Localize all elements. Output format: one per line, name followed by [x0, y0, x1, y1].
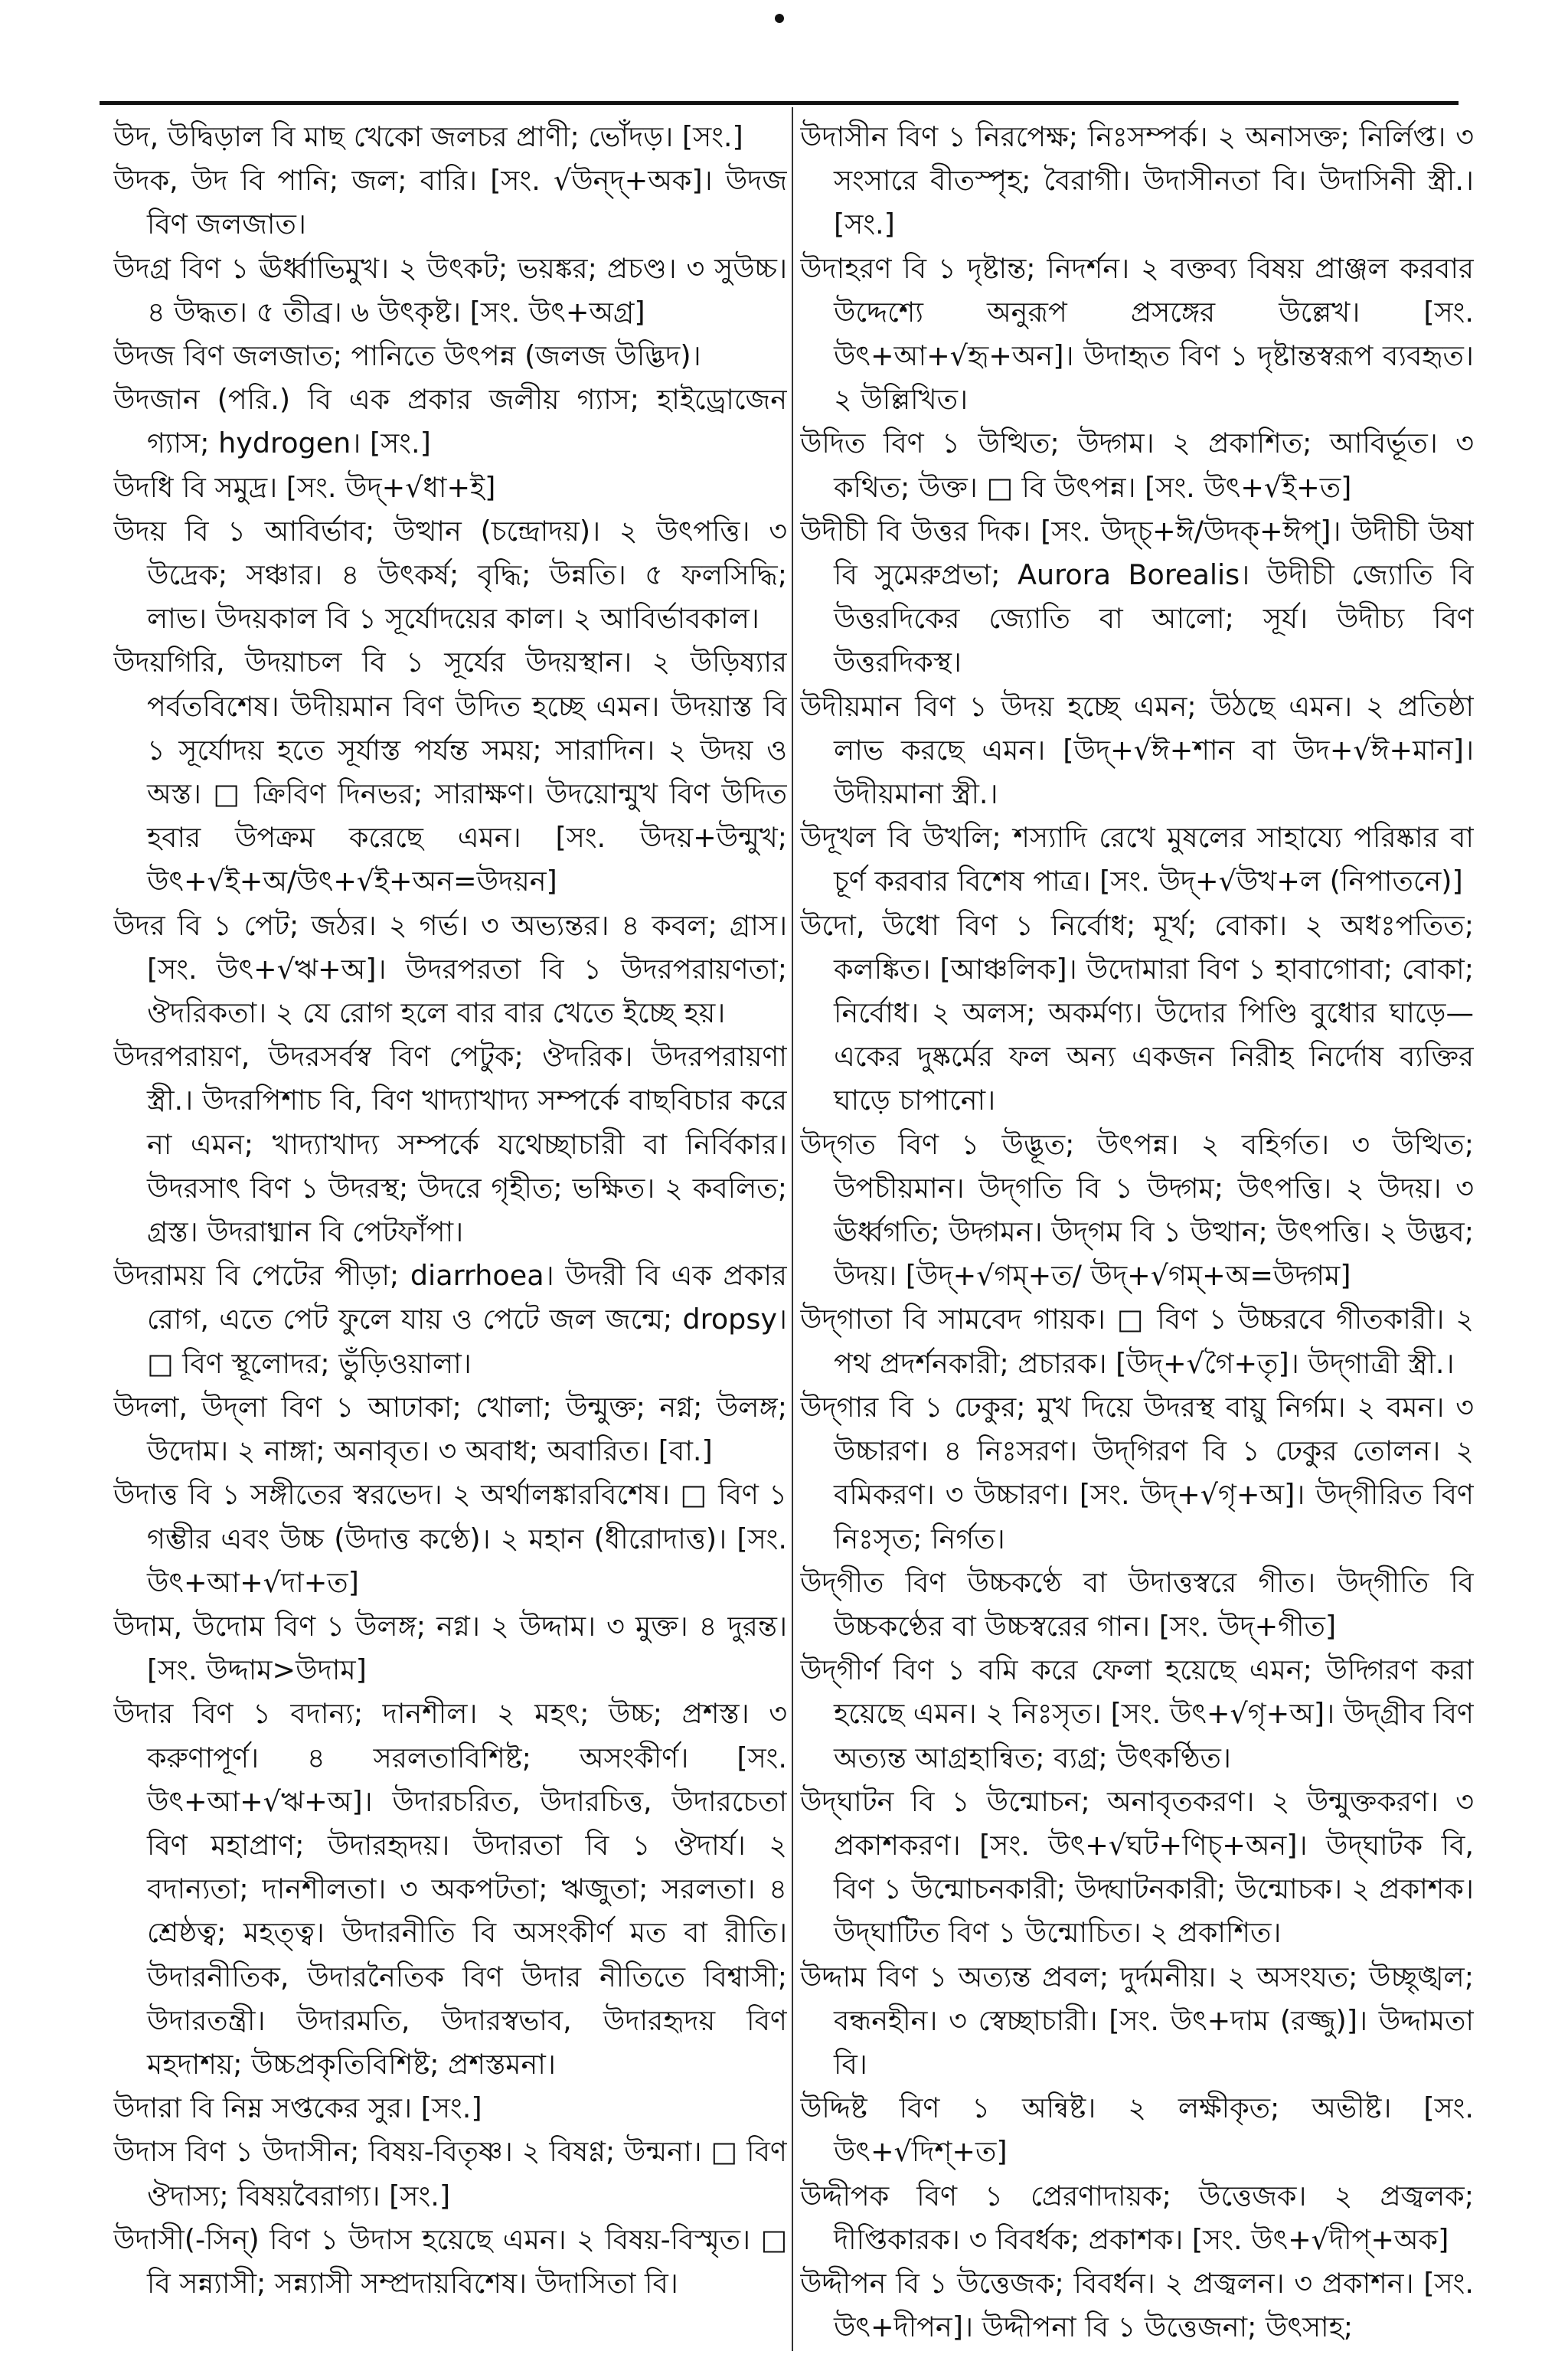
page-mark-dot	[775, 14, 784, 23]
dictionary-entry: উদাসীন বিণ ১ নিরপেক্ষ; নিঃসম্পর্ক। ২ অনাসক্ত; নির্লিপ্ত। ৩ সংসারে বীতস্পৃহ; বৈরাগী। উদাসীনতা বি। উদাসিনী স্ত্রী.। [সং.]	[800, 120, 1474, 241]
dictionary-entry: উদীয়মান বিণ ১ উদয় হচ্ছে এমন; উঠছে এমন। ২ প্রতিষ্ঠা লাভ করছে এমন। [উদ্+√ঈ+শান বা উদ+√ঈ+মান]। উদীয়মানা স্ত্রী.।	[800, 689, 1474, 811]
dictionary-entry: উদ্দিষ্ট বিণ ১ অন্বিষ্ট। ২ লক্ষীকৃত; অভীষ্ট। [সং. উৎ+√দিশ্+ত]	[800, 2091, 1474, 2169]
dictionary-entry: উদারা বি নিম্ন সপ্তকের সুর। [সং.]	[113, 2091, 482, 2125]
dictionary-entry: উদার বিণ ১ বদান্য; দানশীল। ২ মহৎ; উচ্চ; প্রশস্ত। ৩ করুণাপূর্ণ। ৪ সরলতাবিশিষ্ট; অসংকীর্ণ। [সং. উৎ+আ+√ঋ+অ]। উদারচরিত, উদারচিত্ত, উদারচেতা বিণ মহাপ্রাণ; উদারহৃদয়। উদারতা বি ১ ঔদার্য। ২ বদান্যতা; দানশীলতা। ৩ অকপটতা; ঋজুতা; সরলতা। ৪ শ্রেষ্ঠত্ব; মহত্ত্ব। উদারনীতি বি অসংকীর্ণ মত বা রীতি। উদারনীতিক, উদারনৈতিক বিণ উদার নীতিতে বিশ্বাসী; উদারতন্ত্রী। উদারমতি, উদারস্বভাব, উদারহৃদয় বিণ মহদাশয়; উচ্চপ্রকৃতিবিশিষ্ট; প্রশস্তমনা।	[113, 1697, 787, 2081]
right-column	[800, 115, 1474, 2351]
header-rule	[100, 101, 1459, 105]
dictionary-entry: উদ্‌গাতা বি সামবেদ গায়ক। □ বিণ ১ উচ্চরবে গীতকারী। ২ পথ প্রদর্শনকারী; প্রচারক। [উদ্+√গৈ+তৃ]। উদ্‌গাত্রী স্ত্রী.।	[800, 1303, 1474, 1380]
dictionary-entry: উদাস বিণ ১ উদাসীন; বিষয়-বিতৃষ্ণ। ২ বিষণ্ণ; উন্মনা। □ বিণ ঔদাস্য; বিষয়বৈরাগ্য। [সং.]	[113, 2135, 787, 2212]
dictionary-entry: উদজ বিণ জলজাত; পানিতে উৎপন্ন (জলজ উদ্ভিদ)।	[113, 339, 701, 373]
dictionary-entry: উদ, উদ্বিড়াল বি মাছ খেকো জলচর প্রাণী; ভোঁদড়। [সং.]	[113, 120, 743, 153]
dictionary-entry: উদূখল বি উখলি; শস্যাদি রেখে মুষলের সাহায্যে পরিষ্কার বা চূর্ণ করবার বিশেষ পাত্র। [সং. উদ্+√উখ+ল (নিপাতনে)]	[800, 821, 1474, 898]
dictionary-entry: উদাম, উদোম বিণ ১ উলঙ্গ; নগ্ন। ২ উদ্দাম। ৩ মুক্ত। ৪ দুরন্ত। [সং. উদ্দাম>উদাম]	[113, 1609, 787, 1687]
dictionary-entry: উদ্‌গীর্ণ বিণ ১ বমি করে ফেলা হয়েছে এমন; উদ্গিরণ করা হয়েছে এমন। ২ নিঃসৃত। [সং. উৎ+√গৃ+অ]। উদ্‌গ্রীব বিণ অত্যন্ত আগ্রহান্বিত; ব্যগ্র; উৎকণ্ঠিত।	[800, 1653, 1474, 1774]
dictionary-entry: উদাহরণ বি ১ দৃষ্টান্ত; নিদর্শন। ২ বক্তব্য বিষয় প্রাঞ্জল করবার উদ্দেশ্যে অনুরূপ প্রসঙ্গের উল্লেখ। [সং. উৎ+আ+√হৃ+অন]। উদাহৃত বিণ ১ দৃষ্টান্তস্বরূপ ব্যবহৃত। ২ উল্লিখিত।	[800, 251, 1474, 417]
dictionary-entry: উদজান (পরি.) বি এক প্রকার জলীয় গ্যাস; হাইড্রোজেন গ্যাস; hydrogen। [সং.]	[113, 383, 787, 460]
dictionary-entry: উদরপরায়ণ, উদরসর্বস্ব বিণ পেটুক; ঔদরিক। উদরপরায়ণা স্ত্রী.। উদরপিশাচ বি, বিণ খাদ্যাখাদ্য সম্পর্কে বাছবিচার করে না এমন; খাদ্যাখাদ্য সম্পর্কে যথেচ্ছাচারী বা নির্বিকার। উদরসাৎ বিণ ১ উদরস্থ; উদরে গৃহীত; ভক্ষিত। ২ কবলিত; গ্রস্ত। উদরাধ্মান বি পেটফাঁপা।	[113, 1040, 787, 1249]
dictionary-entry: উদলা, উদ্‌লা বিণ ১ আঢাকা; খোলা; উন্মুক্ত; নগ্ন; উলঙ্গ; উদোম। ২ নাঙ্গা; অনাবৃত। ৩ অবাধ; অবারিত। [বা.]	[113, 1390, 787, 1468]
dictionary-entry: উদয়গিরি, উদয়াচল বি ১ সূর্যের উদয়স্থান। ২ উড়িষ্যার পর্বতবিশেষ। উদীয়মান বিণ উদিত হচ্ছে এমন। উদয়াস্ত বি ১ সূর্যোদয় হতে সূর্যাস্ত পর্যন্ত সময়; সারাদিন। ২ উদয় ও অস্ত। □ ক্রিবিণ দিনভর; সারাক্ষণ। উদয়োন্মুখ বিণ উদিত হবার উপক্রম করেছে এমন। [সং. উদয়+উন্মুখ; উৎ+√ই+অ/উৎ+√ই+অন=উদয়ন]	[113, 646, 787, 898]
dictionary-entry: উদিত বিণ ১ উত্থিত; উদ্গম। ২ প্রকাশিত; আবির্ভূত। ৩ কথিত; উক্ত। □ বি উৎপন্ন। [সং. উৎ+√ই+ত]	[800, 427, 1474, 504]
column-divider	[792, 107, 793, 2351]
dictionary-entry: উদয় বি ১ আবির্ভাব; উত্থান (চন্দ্রোদয়)। ২ উৎপত্তি। ৩ উদ্রেক; সঞ্চার। ৪ উৎকর্ষ; বৃদ্ধি; উন্নতি। ৫ ফলসিদ্ধি; লাভ। উদয়কাল বি ১ সূর্যোদয়ের কাল। ২ আবির্ভাবকাল।	[113, 514, 787, 636]
dictionary-entry: উদগ্র বিণ ১ ঊর্ধ্বাভিমুখ। ২ উৎকট; ভয়ঙ্কর; প্রচণ্ড। ৩ সুউচ্চ। ৪ উদ্ধত। ৫ তীব্র। ৬ উৎকৃষ্ট। [সং. উৎ+অগ্র]	[113, 251, 787, 329]
dictionary-entry: উদধি বি সমুদ্র। [সং. উদ্+√ধা+ই]	[113, 470, 496, 504]
dictionary-entry: উদীচী বি উত্তর দিক। [সং. উদ্চ্+ঈ/উদক্+ঈপ্]। উদীচী উষা বি সুমেরুপ্রভা; Aurora Borealis। উদীচী জ্যোতি বি উত্তরদিকের জ্যোতি বা আলো; সূর্য। উদীচ্য বিণ উত্তরদিকস্থ।	[800, 514, 1474, 679]
dictionary-entry: উদ্দীপন বি ১ উত্তেজক; বিবর্ধন। ২ প্রজ্বলন। ৩ প্রকাশন। [সং. উৎ+দীপন]। উদ্দীপনা বি ১ উত্তেজনা; উৎসাহ;	[800, 2266, 1474, 2344]
dictionary-entry: উদ্‌গত বিণ ১ উদ্ভূত; উৎপন্ন। ২ বহির্গত। ৩ উত্থিত; উপচীয়মান। উদ্‌গতি বি ১ উদ্গম; উৎপত্তি। ২ উদয়। ৩ ঊর্ধ্বগতি; উদ্গমন। উদ্‌গম বি ১ উত্থান; উৎপত্তি। ২ উদ্ভব; উদয়। [উদ্+√গম্+ত/ উদ্+√গম্+অ=উদ্গম]	[800, 1127, 1474, 1293]
dictionary-entry: উদরাময় বি পেটের পীড়া; diarrhoea। উদরী বি এক প্রকার রোগ, এতে পেট ফুলে যায় ও পেটে জল জন্মে; dropsy। □ বিণ স্থূলোদর; ভুঁড়িওয়ালা।	[113, 1259, 787, 1380]
dictionary-entry: উদ্দাম বিণ ১ অত্যন্ত প্রবল; দুর্দমনীয়। ২ অসংযত; উচ্ছৃঙ্খল; বন্ধনহীন। ৩ স্বেচ্ছাচারী। [সং. উৎ+দাম (রজ্জু)]। উদ্দামতা বি।	[800, 1960, 1474, 2081]
dictionary-entry: উদাসী(-সিন্) বিণ ১ উদাস হয়েছে এমন। ২ বিষয়-বিস্মৃত। □ বি সন্ন্যাসী; সন্ন্যাসী সম্প্রদায়বিশেষ। উদাসিতা বি।	[113, 2222, 787, 2300]
dictionary-entry: উদ্‌গার বি ১ ঢেকুর; মুখ দিয়ে উদরস্থ বায়ু নির্গম। ২ বমন। ৩ উচ্চারণ। ৪ নিঃসরণ। উদ্‌গিরণ বি ১ ঢেকুর তোলন। ২ বমিকরণ। ৩ উচ্চারণ। [সং. উদ্+√গৃ+অ]। উদ্‌গীরিত বিণ নিঃসৃত; নির্গত।	[800, 1390, 1474, 1555]
dictionary-entry: উদর বি ১ পেট; জঠর। ২ গর্ভ। ৩ অভ্যন্তর। ৪ কবল; গ্রাস। [সং. উৎ+√ঋ+অ]। উদরপরতা বি ১ উদরপরায়ণতা; ঔদরিকতা। ২ যে রোগ হলে বার বার খেতে ইচ্ছে হয়।	[113, 908, 787, 1030]
dictionary-entry: উদ্‌ঘাটন বি ১ উন্মোচন; অনাবৃতকরণ। ২ উন্মুক্তকরণ। ৩ প্রকাশকরণ। [সং. উৎ+√ঘট+ণিচ্+অন]। উদ্‌ঘাটক বি, বিণ ১ উন্মোচনকারী; উদ্ঘাটনকারী; উন্মোচক। ২ প্রকাশক। উদ্‌ঘাটিত বিণ ১ উন্মোচিত। ২ প্রকাশিত।	[800, 1784, 1474, 1950]
dictionary-entry: উদো, উধো বিণ ১ নির্বোধ; মূর্খ; বোকা। ২ অধঃপতিত; কলঙ্কিত। [আঞ্চলিক]। উদোমারা বিণ ১ হাবাগোবা; বোকা; নির্বোধ। ২ অলস; অকর্মণ্য। উদোর পিণ্ডি বুধোর ঘাড়ে—একের দুষ্কর্মের ফল অন্য একজন নিরীহ নির্দোষ ব্যক্তির ঘাড়ে চাপানো।	[800, 908, 1474, 1117]
dictionary-entry: উদক, উদ বি পানি; জল; বারি। [সং. √উন্দ্+অক]। উদজ বিণ জলজাত।	[113, 164, 787, 241]
dictionary-entry: উদ্‌গীত বিণ উচ্চকণ্ঠে বা উদাত্তস্বরে গীত। উদ্‌গীতি বি উচ্চকণ্ঠের বা উচ্চস্বরের গান। [সং. উদ্+গীত]	[800, 1565, 1474, 1643]
left-column	[113, 115, 787, 2351]
dictionary-entry: উদ্দীপক বিণ ১ প্রেরণাদায়ক; উত্তেজক। ২ প্রজ্বলক; দীপ্তিকারক। ৩ বিবর্ধক; প্রকাশক। [সং. উৎ+√দীপ্+অক]	[800, 2179, 1474, 2256]
dictionary-entry: উদাত্ত বি ১ সঙ্গীতের স্বরভেদ। ২ অর্থালঙ্কারবিশেষ। □ বিণ ১ গম্ভীর এবং উচ্চ (উদাত্ত কণ্ঠে)। ২ মহান (ধীরোদাত্ত)। [সং. উৎ+আ+√দা+ত]	[113, 1478, 787, 1599]
